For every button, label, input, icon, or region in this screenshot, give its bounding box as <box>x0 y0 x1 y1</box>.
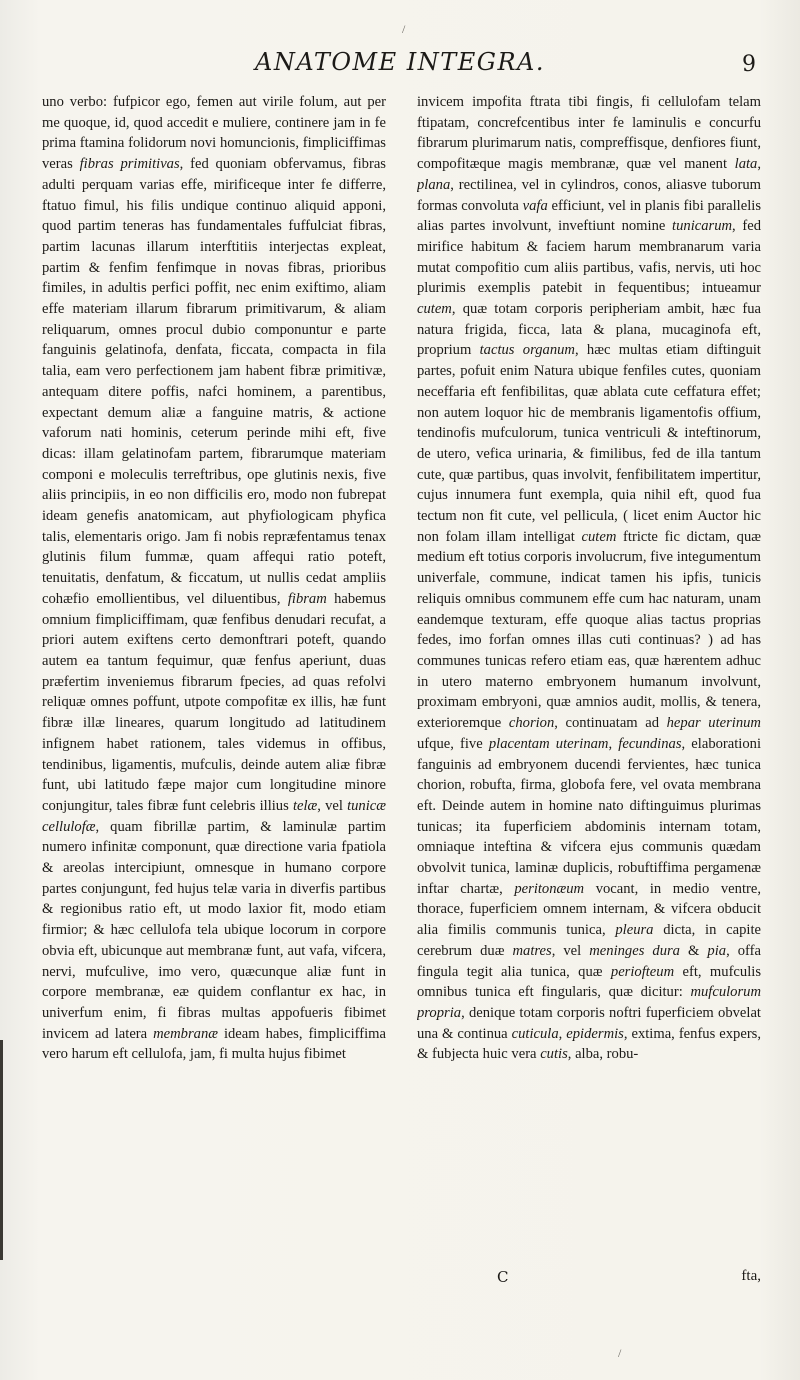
page-number: 9 <box>742 52 756 77</box>
right-column-text: invicem impofita ftrata tibi fingis, fi cellulofam telam ftipatam, concrefcentibus inter fe laminulis e concurfu fibrarum plurimarum natis, compreffisque, denfiores fiunt, compofitæque magis membranæ, quæ vel manent lata, plana, rectilinea, vel in cylindros, conos, aliasve tuborum formas convoluta vafa efficiunt, vel in planis fibi parallelis alias partes involvunt, inveftiunt nomine tunicarum, fed mirifice habitum & faciem harum membranarum varia mutat compofitio cum aliis partibus, vafis, nervis, uti hoc plurimis exemplis patebit in fequentibus; intueamur cutem, quæ totam corporis peripheriam ambit, hæc fua natura frigida, ficca, lata & plana, mucaginofa eft, proprium tactus organum, hæc multas etiam diftinguit partes, pofuit enim Natura ubique fenfiles cutes, quoniam neceffaria eft fenfibilitas, quæ ablata cute ceffatura effet; non autem loquor hic de membranis ligamentofis offium, tendinofis mufculorum, tunica ventriculi & inteftinorum, de utero, vefica urinaria, & fimilibus, fed de illa tantum cute, quæ partibus, quas involvit, fenfibilitatem impertitur, cujus innumera funt exempla, quia nihil eft, quod fua tectum non fit cute, vel pellicula, ( licet enim Auctor hic non folam illam intelligat cutem ftricte fic dictam, quæ medium eft totius corporis involucrum, five integumentum univerfale, commune, indicat tamen his ipfis, tunicis reliquis omnibus communem effe cum hac naturam, unam eandemque texturam, effe quoque alias tactus proprias fedes, imo forfan omnes illas cuti continuas? ) ad has communes tunicas refero etiam eas, quæ hærentem adhuc in utero materno embryonem humanum involvunt, proximam embryoni, quæ amnios audit, mollis, & tenera, exterioremque chorion, continuatam ad hepar uterinum ufque, five placentam uterinam, fecundinas, elaborationi fanguinis ad embryonem ducendi fervientes, hæc tunica chorion, robufta, firma, globofa fere, vel ovata membrana eft. Deinde autem in homine nato diftinguimus plurimas tunicas; ita fuperficiem abdominis internam totam, omniaque inteftina & vifcera ejus communis quædam obvolvit tunica, laminæ duplicis, robuftiffima pergamenæ inftar chartæ, peritonæum vocant, in medio ventre, thorace, fuperficiem omnem internam, & vifcera obducit alia fimilis communis tunica, pleura dicta, in capite cerebrum duæ matres, vel meninges dura & pia, offa fingula tegit alia tunica, quæ periofteum eft, mufculis omnibus tunica eft fingularis, quæ dicitur: mufculorum propria, denique totam corporis noftri fuperficiem obvelat una & continua cuticula, epidermis, extima, fenfus expers, & fubjecta huic vera cutis, alba, robu- <box>417 94 761 1063</box>
page-header <box>0 48 800 88</box>
stray-mark-bottom: / <box>618 1346 622 1360</box>
running-head: ANATOME INTEGRA. <box>255 48 545 76</box>
right-column <box>417 92 761 1272</box>
signature-mark: C <box>497 1268 509 1286</box>
catchword: fta, <box>741 1268 761 1284</box>
stray-mark-top: / <box>402 22 406 36</box>
left-column-text: uno verbo: fufpicor ego, femen aut virile folum, aut per me quoque, id, quod accedit e muliere, continere jam in fe prima ftamina folidorum novi homuncionis, fimpliciffimas veras fibras primitivas, fed quoniam obfervamus, fibras adulti perquam varias effe, mirificeque inter fe differre, ftatuo fimul, his filis undique continuo aliquid apponi, quod partim teneras has fundamentales fuffulciat fibras, partim lacunas illarum interftitiis interjectas expleat, partim & fenfim fenfimque in novas fibras, prioribus fimiles, in adultis perfici poffit, nec enim exiftimo, aliam effe materiam illarum fibrarum primitivarum, & aliam reliquarum, omnes procul dubio componuntur e parte fanguinis gelatinofa, denfata, ficcata, compacta in fila talia, eam vero perfectionem jam habent fibræ primitivæ, antequam ditere poffis, nafci hominem, a parentibus, expectant demum aliæ a fanguine matris, & actione vaforum nati hominis, ceterum perinde mihi eft, five dicas: illam gelatinofam partem, fibrarumque materiam componi e moleculis terreftribus, ope glutinis nexis, five aliis principiis, in eo non difficilis ero, modo non fubrepat ideam genefis anatomicam, aut phyfiologicam phyfica talis, elementaris origo. Jam fi nobis repræfentamus tenax glutinis filum fummæ, quam affequi ratio poteft, tenuitatis, denfatum, & ficcatum, ut nullis cedat ampliis cohæfio emollientibus, vel diluentibus, fibram habemus omnium fimpliciffimam, quæ fenfibus denudari recufat, a priori autem exiftens certo demonftrari poteft, quando autem ea tantum fequimur, quæ fenfus aperiunt, duas præfertim inveniemus fibrarum fpecies, ad quas refolvi reliquæ omnes poffunt, utpote compofitæ ex illis, hæ funt fibræ illæ lineares, quarum longitudo ad latitudinem infignem habet rationem, tales videmus in offibus, tendinibus, ligamentis, mufculis, deinde autem aliæ fibræ funt, ubi latitudo fæpe major cum longitudine minore conjungitur, tales fibræ funt celebris illius telæ, vel tunicæ cellulofæ, quam fibrillæ partim, & laminulæ partim numero infinitæ componunt, quæ directione varia fpatiola & areolas intercipiunt, omnesque in humano corpore partes conjungunt, fed hujus telæ varia in diverfis partibus & regionibus ratio eft, ut modo laxior fit, modo etiam firmior; & hæc cellulofa tela ubique locorum in corpore obvia eft, ubicunque aut membranæ funt, aut vafa, vifcera, nervi, mufculive, imo vero, quæcunque aliæ funt in corpore membranæ, eæ quidem conflantur ex hac, in univerfum enim, fi fibras multas appofueris fibimet invicem ad latera membranæ ideam habes, fimpliciffima vero harum eft cellulofa, jam, fi multa hujus fibimet <box>42 94 386 1063</box>
page-footer <box>417 1268 761 1292</box>
gutter-edge <box>0 1040 11 1260</box>
left-column <box>42 92 386 1272</box>
